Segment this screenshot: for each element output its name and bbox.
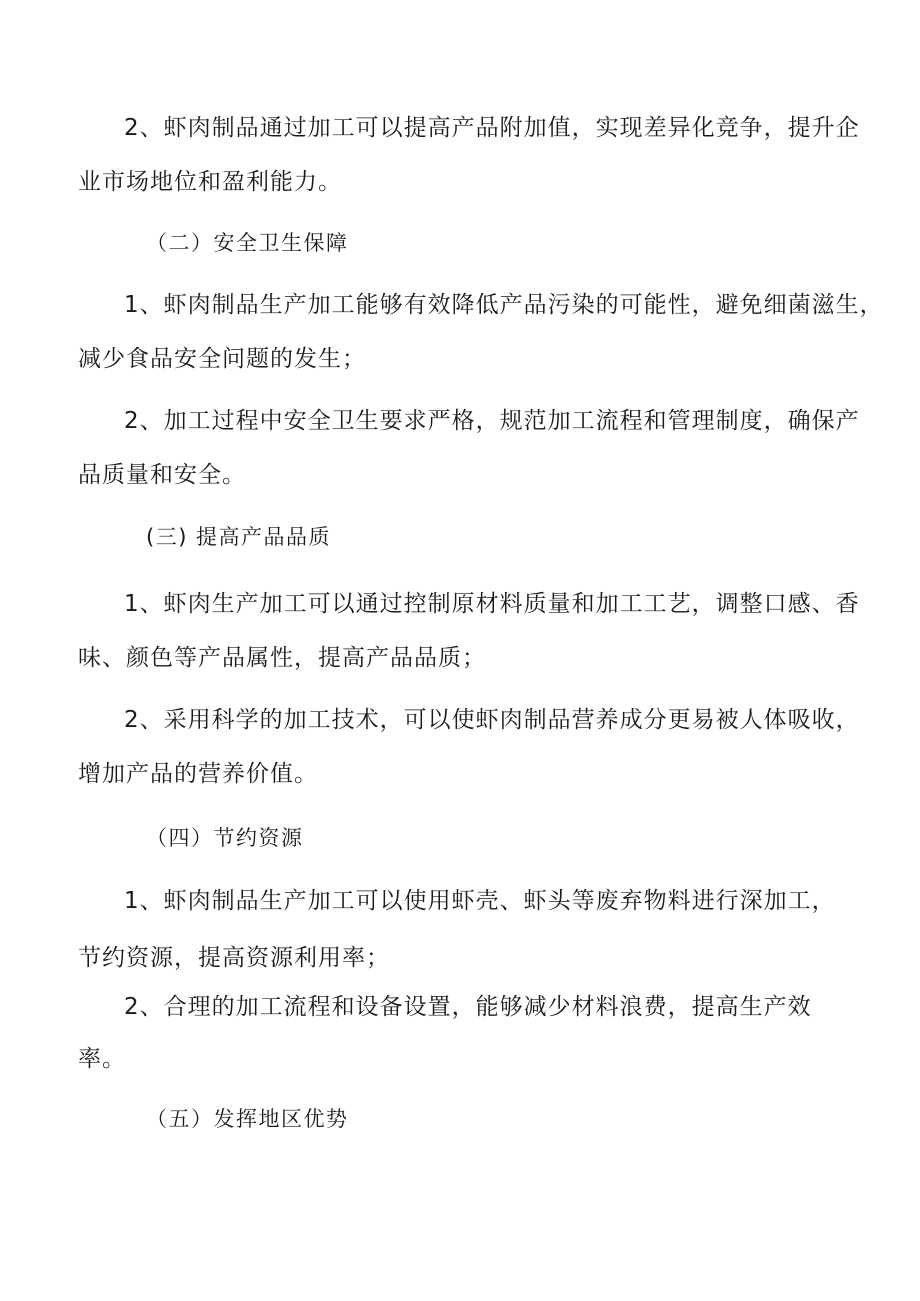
paragraph-line: 业市场地位和盈利能力。 <box>78 169 342 195</box>
paragraph-line: 率。 <box>78 1046 126 1072</box>
paragraph-line: 1、虾肉生产加工可以通过控制原材料质量和加工工艺，调整口感、香 <box>124 591 860 617</box>
paragraph-line: 减少食品安全问题的发生； <box>78 346 366 372</box>
paragraph-line: 1、虾肉制品生产加工可以使用虾壳、虾头等废弃物料进行深加工， <box>124 888 836 914</box>
paragraph-line: 2、采用科学的加工技术，可以使虾肉制品营养成分更易被人体吸收， <box>124 707 860 733</box>
section-heading: （五）发挥地区优势 <box>146 1107 349 1131</box>
section-heading: （四）节约资源 <box>146 826 304 850</box>
paragraph-line: 2、加工过程中安全卫生要求严格，规范加工流程和管理制度，确保产 <box>124 408 860 434</box>
paragraph-line: 节约资源，提高资源利用率； <box>78 945 390 971</box>
paragraph-line: 1、虾肉制品生产加工能够有效降低产品污染的可能性，避免细菌滋生， <box>124 292 884 318</box>
section-heading: （二）安全卫生保障 <box>146 231 349 255</box>
paragraph-line: 味、颜色等产品属性，提高产品品质； <box>78 645 486 671</box>
paragraph-line: 2、虾肉制品通过加工可以提高产品附加值，实现差异化竞争，提升企 <box>124 115 860 141</box>
section-heading: (三) 提高产品品质 <box>146 525 332 549</box>
paragraph-line: 品质量和安全。 <box>78 462 246 488</box>
paragraph-line: 增加产品的营养价值。 <box>78 761 318 787</box>
paragraph-line: 2、合理的加工流程和设备设置，能够减少材料浪费，提高生产效 <box>124 994 812 1020</box>
